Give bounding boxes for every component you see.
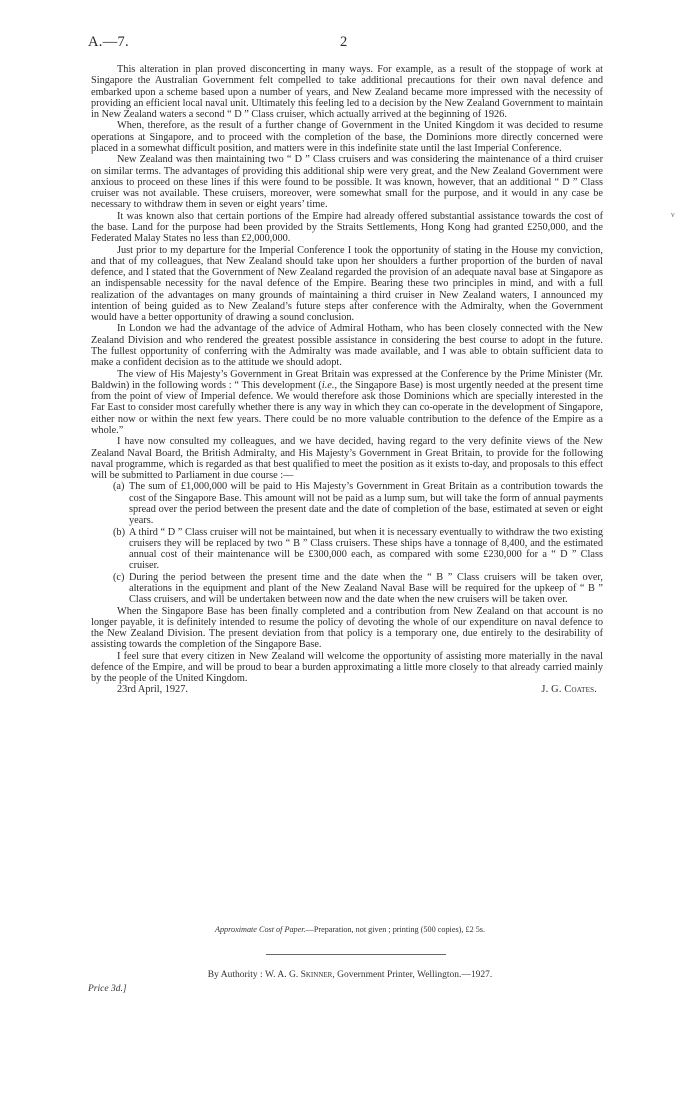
programme-item-b <box>91 527 603 572</box>
authority-prefix: By Authority : <box>207 970 263 980</box>
paragraph: When the Singapore Base has been finally completed and a contribution from New Zealand on that account is no longer payable, it is definitely intended to resume the policy of devoting the whole of our expenditure on naval defence to the New Zealand Division. The present deviation from that policy is a temporary one, due entirely to the desirability of assisting towards the completion of the Singapore Base. <box>91 605 603 651</box>
signatory-surname: Coates. <box>564 684 597 696</box>
cost-label: Approximate Cost of Paper. <box>214 925 306 934</box>
paragraph-baldwin-quote <box>91 369 603 437</box>
paragraph: When, therefore, as the result of a further change of Government in the United Kingdom it was decided to resume operations at Singapore, and to proceed with the completion of the base, the Dominions more directly concerned were placed in a somewhat difficult position, and matters were in this indefinite state until the last Imperial Conference. <box>91 120 603 154</box>
paragraph: In London we had the advantage of the advice of Admiral Hotham, who has been closely connected with the New Zealand Division and who rendered the greatest possible assistance in considering the best course to adopt in the future. The fullest opportunity of conferring with the Admiralty was made available, and I was able to obtain sufficient data to make a confident decision as to the attitude we should adopt. <box>91 323 603 369</box>
cost-note <box>0 925 700 934</box>
quote-rest: , the Singapore Base) is most urgently needed at the present time from the point of view of Imperial defence. We would therefore ask those Dominions which are specially interested in the Far East to consider most carefully whether there is any way in which they can co-operate in the development of Singapore, either now or within the next few years. There could be no more valuable contribution to the defence of the Empire as a whole.” <box>91 379 604 436</box>
paragraph: I feel sure that every citizen in New Zealand will welcome the opportunity of assisting more materially in the naval defence of the Empire, and will be proud to bear a burden approximating a little more closely to that already carried mainly by the people of the United Kingdom. <box>91 650 603 685</box>
authority-suffix: , Government Printer, Wellington.—1927. <box>332 970 493 980</box>
document-body <box>91 64 603 696</box>
margin-mark: ν <box>671 210 675 219</box>
letter-date: 23rd April, 1927. <box>117 684 188 696</box>
divider <box>266 954 446 955</box>
paragraph: It was known also that certain portions of the Empire had already offered substantial assistance towards the cost of the base. Land for the purpose had been provided by the Straits Settlements, Hong Kong had granted £250,000, and the Federated Malay States no less than £2,000,000. <box>91 210 603 245</box>
price-note: Price 3d.] <box>88 984 127 994</box>
printer-authority <box>0 970 700 980</box>
item-label: (c) <box>113 571 125 583</box>
paragraph: New Zealand was then maintaining two “ D ” Class cruisers and was considering the maintenance of a third cruiser on similar terms. The advantages of providing this additional ship were very great, and the New Zealand Government were anxious to proceed on these lines if this were found to be possible. It was known, however, that an additional “ D ” Class cruiser was not available. These cruisers, moreover, were somewhat small for the purpose, and it would in any case be necessary to withdraw them in seven or eight years’ time. <box>91 154 603 211</box>
item-text: The sum of £1,000,000 will be paid to His Majesty’s Government in Great Britain as a contribution towards the cost of the Singapore Base. This amount will not be paid as a lump sum, but will take the form of annual payments spread over the period between the present date and the date of completion of the base, estimated at seven or eight years. <box>129 481 603 527</box>
programme-item-a <box>91 481 603 526</box>
signature-line <box>91 684 603 695</box>
item-text: A third “ D ” Class cruiser will not be maintained, but when it is necessary eventually to withdraw the two existing cruisers they will be replaced by two “ B ” Class cruisers. These ships have a tonnage of 8,400, and the estimated annual cost of their maintenance will be £300,000 each, as compared with some £230,000 for a “ D ” Class cruiser. <box>129 526 603 572</box>
quote-abbreviation: i.e. <box>321 379 335 391</box>
paragraph: This alteration in plan proved disconcerting in many ways. For example, as a result of the stoppage of work at Singapore the Australian Government felt compelled to take additional precautions for their own naval defence and embarked upon a scheme based upon a number of years, and New Zealand became more impressed with the necessity of providing an efficient local naval unit. Ultimately this feeling led to a decision by the New Zealand Government to maintain in New Zealand waters a second “ D ” Class cruiser, which actually arrived at the beginning of 1926. <box>91 64 603 121</box>
signatory <box>541 684 603 695</box>
cost-text: —Preparation, not given ; printing (500 copies), £2 5s. <box>305 925 486 934</box>
programme-item-c <box>91 572 603 606</box>
page-number: 2 <box>340 34 348 50</box>
paragraph: I have now consulted my colleagues, and we have decided, having regard to the very definite views of the New Zealand Naval Board, the British Admiralty, and His Majesty’s Government in Great Britain, to provide for the following naval programme, which is regarded as that best qualified to meet the position as it exists to-day, and proposals to this effect will be submitted to Parliament in due course :— <box>91 436 603 482</box>
quote-lead: The view of His Majesty’s Government in Great Britain was expressed at the Conference by the Prime Minister (Mr. Baldwin) in the following words : “ This development ( <box>91 368 603 391</box>
paragraph: Just prior to my departure for the Imperial Conference I took the opportunity of stating in the House my conviction, and that of my colleagues, that New Zealand should take upon her shoulders a further proportion of the burden of naval defence, and I stated that the Government of New Zealand regarded the provision of an adequate naval base at Singapore as an indispensable necessity for the naval defence of the Empire. Bearing these two principles in mind, and with a full realization of the advantages on many grounds of maintaining a third cruiser in New Zealand waters, I announced my intention of being guided as to New Zealand’s future steps after conference with the Admiralty, when the Government would have a better opportunity of drawing a sound conclusion. <box>91 244 603 324</box>
document-reference: A.—7. <box>88 34 129 50</box>
item-label: (a) <box>113 481 125 493</box>
signatory-initials: J. G. <box>541 684 562 696</box>
item-text: During the period between the present time and the date when the “ B ” Class cruisers will be taken over, alterations in the equipment and plant of the New Zealand Naval Base will be required for the upkeep of “ B ” Class cruisers, and will be undertaken between now and the date when the new cruisers will be taken over. <box>129 571 603 606</box>
item-label: (b) <box>113 526 126 538</box>
printer-name: W. A. G. Skinner <box>265 970 333 980</box>
